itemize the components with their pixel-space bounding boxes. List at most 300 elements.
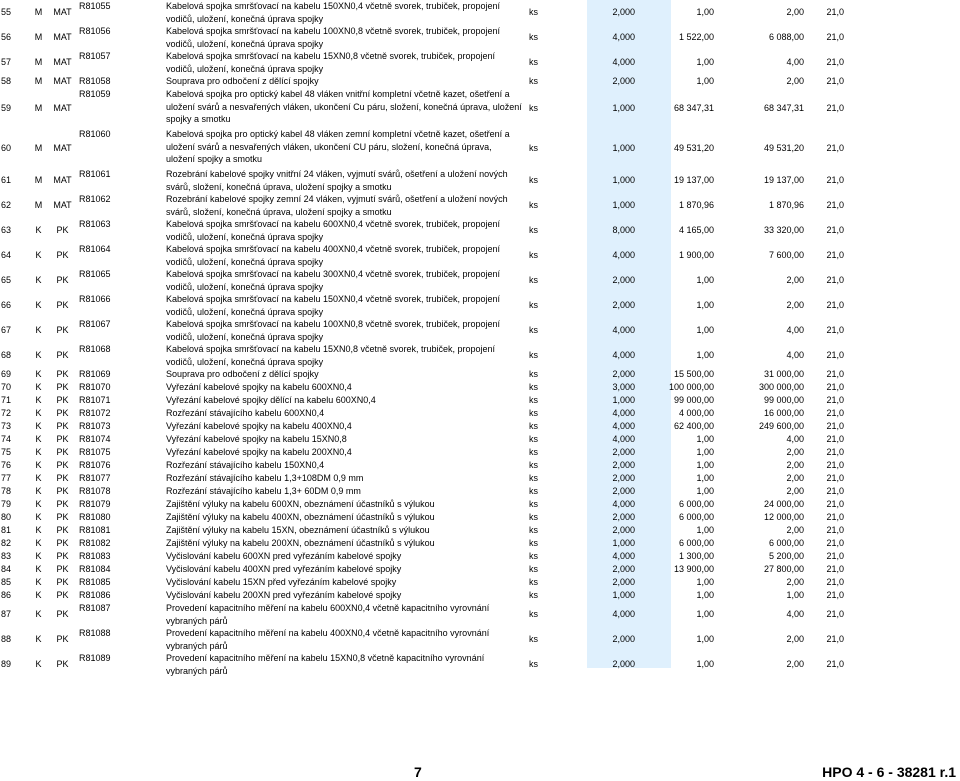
row-number: 76 (1, 460, 12, 471)
vat-rate: 21,0 (826, 382, 844, 393)
quantity: 4,000 (612, 499, 635, 510)
row-number: 73 (1, 421, 12, 432)
item-code: R81072 (79, 408, 111, 419)
item-code: R81061 (79, 169, 111, 179)
unit-price: 1,00 (696, 460, 714, 471)
unit-price: 1,00 (696, 57, 714, 68)
table-row (0, 652, 960, 677)
quantity: 1,000 (612, 102, 635, 113)
quantity: 2,000 (612, 473, 635, 484)
item-code: R81062 (79, 194, 111, 204)
unit: ks (529, 609, 538, 620)
row-number: 89 (1, 659, 12, 670)
unit-price: 15 500,00 (673, 369, 714, 380)
total-price: 2,00 (786, 447, 804, 458)
total-price: 12 000,00 (763, 512, 804, 523)
row-type: K (35, 325, 42, 336)
unit: ks (529, 382, 538, 393)
quantity: 2,000 (612, 369, 635, 380)
row-section: PK (56, 564, 69, 575)
item-description: Zajištění výluky na kabelu 15XN, obeznámení účastníků s výlukou (166, 525, 430, 536)
unit-price: 1 522,00 (678, 32, 714, 43)
vat-rate: 21,0 (826, 634, 844, 645)
row-section: PK (56, 275, 69, 286)
quantity: 2,000 (612, 564, 635, 575)
vat-rate: 21,0 (826, 609, 844, 620)
vat-rate: 21,0 (826, 76, 844, 87)
item-description: Vyřezání kabelové spojky na kabelu 600XN0,4 (166, 382, 352, 393)
table-row (0, 343, 960, 368)
item-code: R81075 (79, 447, 111, 458)
row-type: K (35, 350, 42, 361)
unit-price: 99 000,00 (673, 395, 714, 406)
row-section: PK (56, 512, 69, 523)
unit: ks (529, 512, 538, 523)
quantity: 2,000 (612, 7, 635, 18)
item-code: R81071 (79, 395, 111, 406)
row-section: PK (56, 551, 69, 562)
quantity: 1,000 (612, 142, 635, 153)
unit: ks (529, 525, 538, 536)
row-type: K (35, 634, 42, 645)
item-description: Kabelová spojka smršťovací na kabelu 100XN0,8 včetně svorek, trubiček, propojení vodičů, uložení, konečná úprava spojky (166, 319, 501, 342)
unit: ks (529, 325, 538, 336)
row-number: 82 (1, 538, 12, 549)
total-price: 4,00 (786, 350, 804, 361)
row-section: PK (56, 350, 69, 361)
table-row (0, 318, 960, 343)
row-type: K (35, 421, 42, 432)
document-code: HPO 4 - 6 - 38281 r.1 (822, 764, 956, 780)
unit: ks (529, 7, 538, 18)
row-number: 78 (1, 486, 12, 497)
row-type: K (35, 460, 42, 471)
item-code: R81064 (79, 244, 111, 254)
unit-price: 1,00 (696, 325, 714, 336)
row-section: MAT (53, 102, 72, 113)
unit: ks (529, 634, 538, 645)
table-row (0, 243, 960, 268)
row-number: 68 (1, 350, 12, 361)
item-description: Souprava pro odbočení z dělící spojky (166, 76, 319, 87)
vat-rate: 21,0 (826, 460, 844, 471)
row-type: K (35, 590, 42, 601)
quantity: 4,000 (612, 32, 635, 43)
row-type: K (35, 408, 42, 419)
row-number: 60 (1, 142, 12, 153)
row-number: 67 (1, 325, 12, 336)
quantity: 1,000 (612, 590, 635, 601)
row-number: 75 (1, 447, 12, 458)
item-code: R81073 (79, 421, 111, 432)
quantity: 2,000 (612, 300, 635, 311)
vat-rate: 21,0 (826, 225, 844, 236)
vat-rate: 21,0 (826, 350, 844, 361)
total-price: 4,00 (786, 609, 804, 620)
item-description: Souprava pro odbočení z dělící spojky (166, 369, 319, 380)
quantity: 4,000 (612, 325, 635, 336)
quantity: 1,000 (612, 175, 635, 186)
item-code: R81058 (79, 76, 111, 87)
total-price: 2,00 (786, 300, 804, 311)
unit: ks (529, 175, 538, 186)
unit-price: 1,00 (696, 577, 714, 588)
unit-price: 4 000,00 (678, 408, 714, 419)
row-number: 59 (1, 102, 12, 113)
row-type: K (35, 609, 42, 620)
total-price: 6 088,00 (768, 32, 804, 43)
total-price: 31 000,00 (763, 369, 804, 380)
table-row (0, 550, 960, 563)
item-code: R81082 (79, 538, 111, 549)
vat-rate: 21,0 (826, 421, 844, 432)
item-description: Kabelová spojka smršťovací na kabelu 400XN0,4 včetně svorek, trubiček, propojení vodičů, uložení, konečná úprava spojky (166, 244, 501, 267)
table-row (0, 576, 960, 589)
quantity: 1,000 (612, 200, 635, 211)
vat-rate: 21,0 (826, 32, 844, 43)
item-description: Provedení kapacitního měření na kabelu 15XN0,8 včetně kapacitního vyrovnání vybraných párů (166, 653, 485, 676)
table-row (0, 589, 960, 602)
table-row (0, 433, 960, 446)
item-description: Kabelová spojka smršťovací na kabelu 600XN0,4 včetně svorek, trubiček, propojení vodičů, uložení, konečná úprava spojky (166, 219, 501, 242)
vat-rate: 21,0 (826, 525, 844, 536)
total-price: 2,00 (786, 76, 804, 87)
row-number: 58 (1, 76, 12, 87)
unit-price: 1,00 (696, 634, 714, 645)
item-code: R81059 (79, 89, 111, 99)
unit-price: 1,00 (696, 447, 714, 458)
row-section: PK (56, 609, 69, 620)
row-section: PK (56, 577, 69, 588)
row-section: MAT (53, 57, 72, 68)
unit-price: 62 400,00 (673, 421, 714, 432)
total-price: 99 000,00 (763, 395, 804, 406)
row-number: 74 (1, 434, 12, 445)
total-price: 2,00 (786, 275, 804, 286)
row-number: 57 (1, 57, 12, 68)
unit: ks (529, 659, 538, 670)
vat-rate: 21,0 (826, 395, 844, 406)
item-code: R81065 (79, 269, 111, 279)
unit-price: 1,00 (696, 7, 714, 18)
unit: ks (529, 486, 538, 497)
table-row (0, 627, 960, 652)
vat-rate: 21,0 (826, 408, 844, 419)
vat-rate: 21,0 (826, 538, 844, 549)
table-row (0, 128, 960, 168)
row-type: K (35, 551, 42, 562)
total-price: 16 000,00 (763, 408, 804, 419)
vat-rate: 21,0 (826, 486, 844, 497)
row-section: PK (56, 421, 69, 432)
total-price: 24 000,00 (763, 499, 804, 510)
unit-price: 6 000,00 (678, 499, 714, 510)
item-code: R81063 (79, 219, 111, 229)
row-type: M (34, 7, 43, 18)
table-row (0, 602, 960, 627)
row-type: K (35, 499, 42, 510)
row-number: 71 (1, 395, 12, 406)
unit: ks (529, 225, 538, 236)
unit: ks (529, 460, 538, 471)
unit: ks (529, 473, 538, 484)
row-section: PK (56, 634, 69, 645)
row-type: K (35, 538, 42, 549)
vat-rate: 21,0 (826, 102, 844, 113)
unit-price: 6 000,00 (678, 538, 714, 549)
row-section: PK (56, 538, 69, 549)
row-section: PK (56, 369, 69, 380)
item-description: Vyčislování kabelu 15XN před vyřezáním kabelové spojky (166, 577, 397, 588)
quantity: 4,000 (612, 250, 635, 261)
total-price: 7 600,00 (768, 250, 804, 261)
row-section: MAT (53, 7, 72, 18)
quantity: 2,000 (612, 634, 635, 645)
row-section: PK (56, 225, 69, 236)
item-description: Kabelová spojka smršťovací na kabelu 100XN0,8 včetně svorek, trubiček, propojení vodičů, uložení, konečná úprava spojky (166, 26, 501, 49)
unit: ks (529, 551, 538, 562)
item-code: R81060 (79, 129, 111, 139)
unit-price: 1,00 (696, 659, 714, 670)
unit: ks (529, 434, 538, 445)
vat-rate: 21,0 (826, 551, 844, 562)
row-section: PK (56, 460, 69, 471)
row-type: M (34, 200, 43, 211)
row-section: PK (56, 434, 69, 445)
row-number: 86 (1, 590, 12, 601)
quantity: 4,000 (612, 434, 635, 445)
item-code: R81079 (79, 499, 111, 510)
vat-rate: 21,0 (826, 512, 844, 523)
row-type: K (35, 577, 42, 588)
row-type: K (35, 275, 42, 286)
unit: ks (529, 421, 538, 432)
unit: ks (529, 447, 538, 458)
total-price: 49 531,20 (763, 142, 804, 153)
unit: ks (529, 590, 538, 601)
table-row (0, 563, 960, 576)
item-description: Vyčislování kabelu 200XN pred vyřezáním kabelové spojky (166, 590, 402, 601)
table-row (0, 293, 960, 318)
row-type: M (34, 32, 43, 43)
total-price: 4,00 (786, 434, 804, 445)
total-price: 27 800,00 (763, 564, 804, 575)
item-code: R81076 (79, 460, 111, 471)
table-row (0, 50, 960, 75)
row-section: PK (56, 395, 69, 406)
quantity: 4,000 (612, 350, 635, 361)
unit-price: 68 347,31 (673, 102, 714, 113)
item-description: Kabelová spojka pro optický kabel 48 vláken zemní kompletní včetně kazet, ošetření a uložení svárů a nesvařených vláken, ukončení CU páru, složení, konečná úprava, uložení spojky a smotku (166, 129, 510, 164)
vat-rate: 21,0 (826, 564, 844, 575)
unit: ks (529, 250, 538, 261)
total-price: 5 200,00 (768, 551, 804, 562)
vat-rate: 21,0 (826, 447, 844, 458)
total-price: 6 000,00 (768, 538, 804, 549)
unit-price: 1,00 (696, 609, 714, 620)
row-section: MAT (53, 200, 72, 211)
table-row (0, 485, 960, 498)
vat-rate: 21,0 (826, 659, 844, 670)
vat-rate: 21,0 (826, 473, 844, 484)
row-type: K (35, 300, 42, 311)
item-description: Rozřezání stávajícího kabelu 600XN0,4 (166, 408, 325, 419)
row-type: K (35, 225, 42, 236)
item-code: R81069 (79, 369, 111, 380)
row-type: K (35, 250, 42, 261)
row-section: PK (56, 408, 69, 419)
unit-price: 1 870,96 (678, 200, 714, 211)
row-section: MAT (53, 76, 72, 87)
unit: ks (529, 369, 538, 380)
unit-price: 19 137,00 (673, 175, 714, 186)
unit: ks (529, 564, 538, 575)
row-type: K (35, 473, 42, 484)
unit-price: 1,00 (696, 486, 714, 497)
table-row (0, 0, 960, 25)
row-section: PK (56, 382, 69, 393)
item-code: R81081 (79, 525, 111, 536)
item-code: R81057 (79, 51, 111, 61)
table-row (0, 407, 960, 420)
row-type: K (35, 486, 42, 497)
item-description: Vyřezání kabelové spojky dělící na kabelu 600XN0,4 (166, 395, 376, 406)
row-number: 62 (1, 200, 12, 211)
total-price: 249 600,00 (758, 421, 804, 432)
total-price: 2,00 (786, 634, 804, 645)
table-row (0, 524, 960, 537)
quantity: 2,000 (612, 275, 635, 286)
unit: ks (529, 76, 538, 87)
item-code: R81088 (79, 628, 111, 638)
item-description: Kabelová spojka smršťovací na kabelu 150XN0,4 včetně svorek, trubiček, propojení vodičů, uložení, konečná úprava spojky (166, 1, 501, 24)
total-price: 300 000,00 (758, 382, 804, 393)
unit: ks (529, 57, 538, 68)
vat-rate: 21,0 (826, 369, 844, 380)
row-type: M (34, 175, 43, 186)
row-number: 72 (1, 408, 12, 419)
total-price: 4,00 (786, 57, 804, 68)
row-type: M (34, 57, 43, 68)
row-section: PK (56, 300, 69, 311)
table-row (0, 381, 960, 394)
row-type: K (35, 447, 42, 458)
vat-rate: 21,0 (826, 200, 844, 211)
row-number: 64 (1, 250, 12, 261)
quantity: 4,000 (612, 551, 635, 562)
unit: ks (529, 32, 538, 43)
unit: ks (529, 142, 538, 153)
item-code: R81056 (79, 26, 111, 36)
row-number: 85 (1, 577, 12, 588)
item-code: R81066 (79, 294, 111, 304)
vat-rate: 21,0 (826, 590, 844, 601)
total-price: 2,00 (786, 659, 804, 670)
item-description: Kabelová spojka pro optický kabel 48 vláken vnitřní kompletní včetně kazet, ošetření a uložení svárů a nesvařených vláken, ukončení Cu páru, složení, konečná úprava, uložení spojky a smotku (166, 89, 522, 124)
quantity: 2,000 (612, 460, 635, 471)
quantity: 8,000 (612, 225, 635, 236)
unit: ks (529, 538, 538, 549)
unit-price: 1,00 (696, 76, 714, 87)
row-section: PK (56, 250, 69, 261)
table-row (0, 25, 960, 50)
row-number: 87 (1, 609, 12, 620)
total-price: 1 870,96 (768, 200, 804, 211)
quantity: 2,000 (612, 486, 635, 497)
unit-price: 49 531,20 (673, 142, 714, 153)
unit-price: 1,00 (696, 275, 714, 286)
row-number: 63 (1, 225, 12, 236)
item-code: R81077 (79, 473, 111, 484)
quantity: 2,000 (612, 447, 635, 458)
total-price: 2,00 (786, 525, 804, 536)
unit: ks (529, 395, 538, 406)
item-description: Vyřezání kabelové spojky na kabelu 200XN0,4 (166, 447, 352, 458)
row-section: PK (56, 447, 69, 458)
item-code: R81068 (79, 344, 111, 354)
row-section: PK (56, 525, 69, 536)
row-section: PK (56, 473, 69, 484)
unit-price: 13 900,00 (673, 564, 714, 575)
table-row (0, 511, 960, 524)
row-number: 69 (1, 369, 12, 380)
row-number: 61 (1, 175, 12, 186)
item-description: Vyřezání kabelové spojky na kabelu 15XN0,8 (166, 434, 347, 445)
table-row (0, 459, 960, 472)
total-price: 1,00 (786, 590, 804, 601)
unit: ks (529, 350, 538, 361)
table-row (0, 168, 960, 193)
unit-price: 4 165,00 (678, 225, 714, 236)
quantity: 3,000 (612, 382, 635, 393)
unit-price: 1 900,00 (678, 250, 714, 261)
unit: ks (529, 275, 538, 286)
vat-rate: 21,0 (826, 300, 844, 311)
row-section: PK (56, 325, 69, 336)
vat-rate: 21,0 (826, 275, 844, 286)
vat-rate: 21,0 (826, 175, 844, 186)
row-number: 65 (1, 275, 12, 286)
unit: ks (529, 499, 538, 510)
unit: ks (529, 102, 538, 113)
item-description: Kabelová spojka smršťovací na kabelu 15XN0,8 včetně svorek, trubiček, propojení vodičů, uložení, konečná úprava spojky (166, 51, 496, 74)
item-description: Vyčislování kabelu 600XN pred vyřezáním kabelové spojky (166, 551, 402, 562)
table-row (0, 88, 960, 128)
row-type: K (35, 512, 42, 523)
table-row (0, 218, 960, 243)
quantity: 2,000 (612, 525, 635, 536)
vat-rate: 21,0 (826, 7, 844, 18)
row-section: PK (56, 499, 69, 510)
table-row (0, 75, 960, 88)
row-number: 83 (1, 551, 12, 562)
unit-price: 1,00 (696, 434, 714, 445)
row-section: MAT (53, 175, 72, 186)
unit-price: 1,00 (696, 300, 714, 311)
table-row (0, 268, 960, 293)
quantity: 2,000 (612, 512, 635, 523)
row-number: 66 (1, 300, 12, 311)
total-price: 2,00 (786, 577, 804, 588)
table-row (0, 193, 960, 218)
vat-rate: 21,0 (826, 57, 844, 68)
item-code: R81084 (79, 564, 111, 575)
table-row (0, 420, 960, 433)
row-type: M (34, 76, 43, 87)
total-price: 19 137,00 (763, 175, 804, 186)
quantity: 4,000 (612, 421, 635, 432)
row-type: K (35, 525, 42, 536)
